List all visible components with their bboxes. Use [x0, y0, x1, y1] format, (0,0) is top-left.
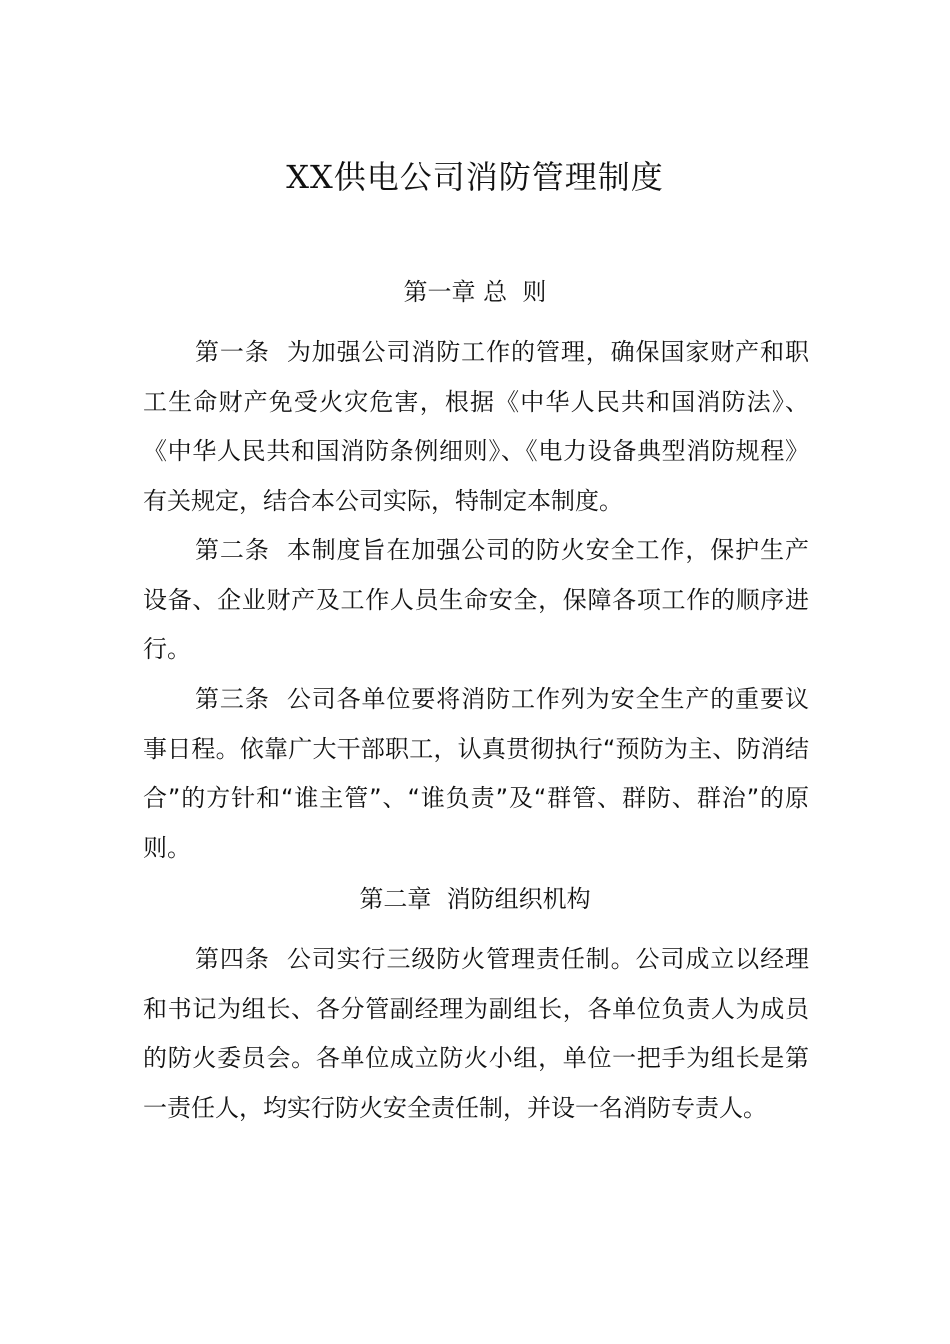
article-1	[143, 328, 809, 526]
document-title: XX供电公司消防管理制度	[286, 158, 664, 196]
article-3	[143, 675, 809, 873]
article-text: 公司各单位要将消防工作列为安全生产的重要议事日程。依靠广大干部职工，认真贯彻执行“预防为主、防消结合”的方针和“谁主管”、“谁负责”及“群管、群防、群治”的原则。	[143, 685, 809, 862]
article-text: 为加强公司消防工作的管理，确保国家财产和职工生命财产免受火灾危害，根据《中华人民共和国消防法》、《中华人民共和国消防条例细则》、《电力设备典型消防规程》有关规定，结合本公司实际，特制定本制度。	[143, 338, 809, 515]
chapter-heading-2: 第二章 消防组织机构	[359, 885, 591, 913]
article-4	[143, 935, 809, 1133]
article-label: 第一条	[195, 338, 270, 366]
article-text: 本制度旨在加强公司的防火安全工作，保护生产设备、企业财产及工作人员生命安全，保障各项工作的顺序进行。	[143, 536, 809, 663]
article-label: 第二条	[195, 536, 270, 564]
article-label: 第四条	[195, 945, 270, 973]
chapter-heading-1: 第一章 总 则	[403, 278, 547, 306]
article-label: 第三条	[195, 685, 270, 713]
article-2	[143, 526, 809, 675]
article-text: 公司实行三级防火管理责任制。公司成立以经理和书记为组长、各分管副经理为副组长，各单位负责人为成员的防火委员会。各单位成立防火小组，单位一把手为组长是第一责任人，均实行防火安全责任制，并设一名消防专责人。	[143, 945, 809, 1122]
